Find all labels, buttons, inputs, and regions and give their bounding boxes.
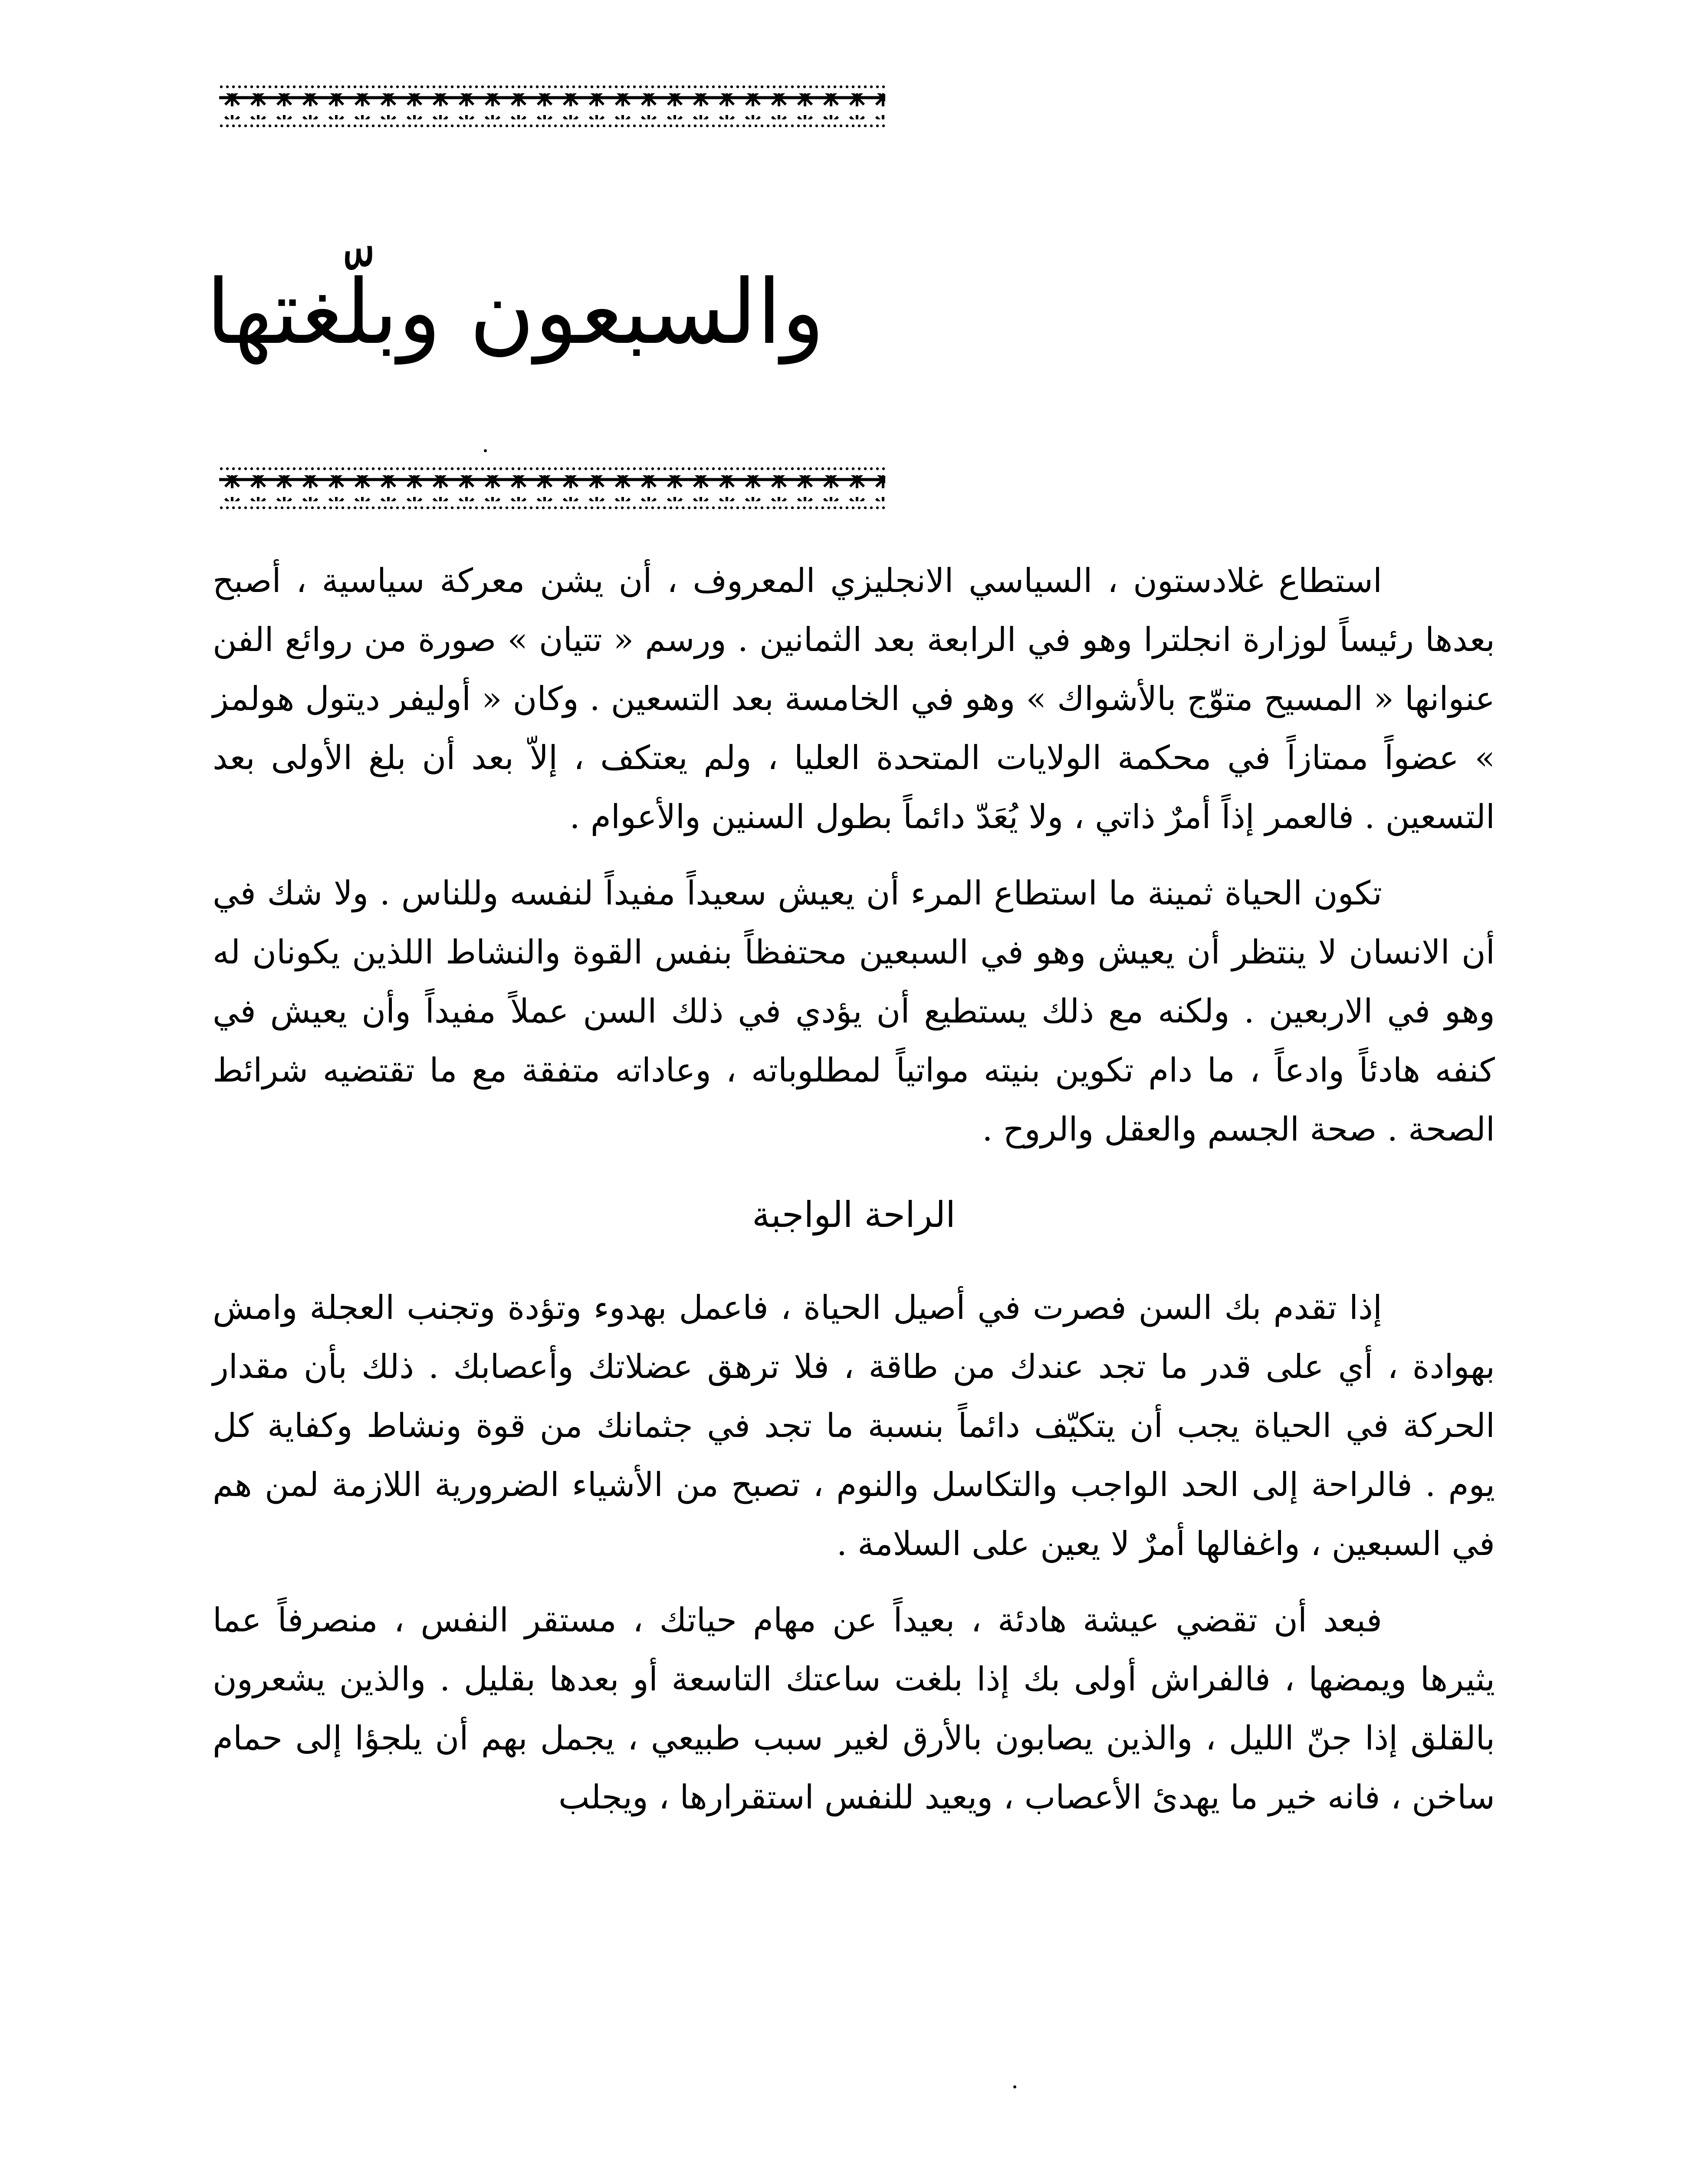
- top-ornament-border: [219, 85, 885, 128]
- paragraph: فبعد أن تقضي عيشة هادئة ، بعيداً عن مهام حياتك ، مستقر النفس ، منصرفاً عما يثيرها ويمضها ، فالفراش أولى بك إذا بلغت ساعتك التاسعة أو بعدها بقليل . والذين يشعرون بالقلق إذا جنّ الليل ، والذين يصابون بالأرق لغير سبب طبيعي ، يجمل بهم أن يلجؤا إلى حمام ساخن ، فانه خير ما يهدئ الأعصاب ، ويعيد للنفس استقرارها ، ويجلب: [213, 1601, 1495, 1816]
- paragraph: إذا تقدم بك السن فصرت في أصيل الحياة ، فاعمل بهدوء وتؤدة وتجنب العجلة وامش بهوادة ، أي على قدر ما تجد عندك من طاقة ، فلا ترهق عضلاتك وأعصابك . ذلك بأن مقدار الحركة في الحياة يجب أن يتكيّف دائماً بنسبة ما تجد في جثمانك من قوة ونشاط وكفاية كل يوم . فالراحة إلى الحد الواجب والتكاسل والنوم ، تصبح من الأشياء الضرورية اللازمة لمن هم في السبعين ، واغفالها أمرٌ لا يعين على السلامة .: [213, 1288, 1495, 1563]
- paragraph: تكون الحياة ثمينة ما استطاع المرء أن يعيش سعيداً مفيداً لنفسه وللناس . ولا شك في أن الانسان لا ينتظر أن يعيش وهو في السبعين محتفظاً بنفس القوة والنشاط اللذين يكونان له وهو في الاربعين . ولكنه مع ذلك يستطيع أن يؤدي في ذلك السن عملاً مفيداً وأن يعيش في كنفه هادئاً وادعاً ، ما دام تكوين بنيته مواتياً لمطلوباته ، وعاداته متفقة مع ما تقتضيه شرائط الصحة . صحة الجسم والعقل والروح .: [213, 874, 1495, 1148]
- paragraph: استطاع غلادستون ، السياسي الانجليزي المعروف ، أن يشن معركة سياسية ، أصبح بعدها رئيساً لوزارة انجلترا وهو في الرابعة بعد الثمانين . ورسم « تتيان » صورة من روائع الفن عنوانها « المسيح متوّج بالأشواك » وهو في الخامسة بعد التسعين . وكان « أوليفر ديتول هولمز » عضواً ممتازاً في محكمة الولايات المتحدة العليا ، ولم يعتكف ، إلاّ بعد أن بلغ الأولى بعد التسعين . فالعمر إذاً أمرٌ ذاتي ، ولا يُعَدّ دائماً بطول السنين والأعوام .: [213, 561, 1495, 836]
- article-body: [213, 551, 1495, 1827]
- page-title: والسبعون وبلّغتها: [206, 261, 824, 364]
- section-heading: الراحة الواجبة: [752, 1194, 956, 1236]
- stray-dot: [484, 449, 487, 452]
- middle-ornament-border: [219, 467, 885, 510]
- stray-dot: [1013, 2085, 1016, 2088]
- ornament-pattern-icon: [219, 467, 885, 510]
- ornament-pattern-icon: [219, 85, 885, 128]
